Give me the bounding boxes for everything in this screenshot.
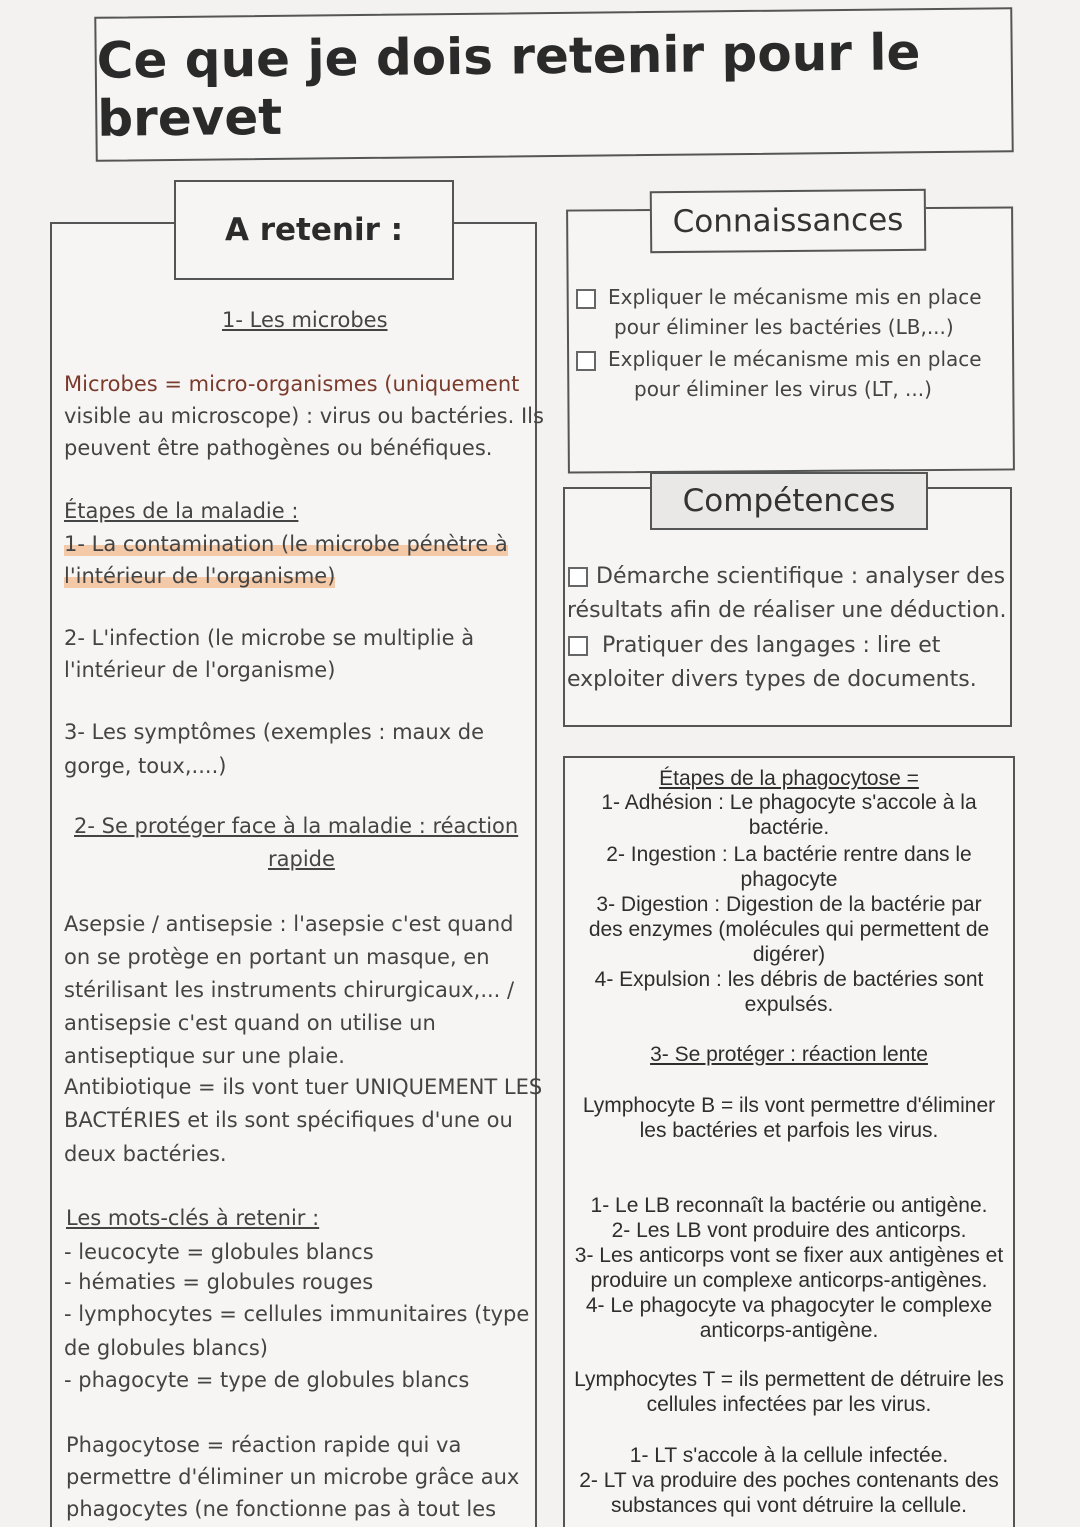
phago-step-3-cont: des enzymes (molécules qui permettent de xyxy=(588,918,990,941)
lymphocyte-b-def-1: Lymphocyte B = ils vont permettre d'éliminer xyxy=(582,1094,996,1117)
motscle-2: - hématies = globules rouges xyxy=(64,1270,374,1294)
connaissance-item-2-cont: pour éliminer les virus (LT, ...) xyxy=(634,377,932,401)
lb-step-3: 3- Les anticorps vont se fixer aux antigènes et xyxy=(574,1244,1004,1267)
phago-step-1-cont: bactérie. xyxy=(748,816,830,839)
connaissance-item-2[interactable]: Expliquer le mécanisme mis en place xyxy=(576,343,982,375)
etape-line-3: 2- L'infection (le microbe se multiplie à xyxy=(64,626,475,650)
lt-step-3: substances qui vont détruire la cellule. xyxy=(610,1494,968,1517)
lb-step-3-cont: produire un complexe anticorps-antigènes. xyxy=(590,1269,988,1292)
phago-step-4-cont: expulsés. xyxy=(744,993,834,1016)
competence-line-4: exploiter divers types de documents. xyxy=(567,667,977,692)
motscle-5: - phagocyte = type de globules blancs xyxy=(64,1368,470,1392)
lymphocyte-b-def-2: les bactéries et parfois les virus. xyxy=(639,1119,939,1142)
etape-line-6: gorge, toux,....) xyxy=(64,754,227,778)
motscle-4: de globules blancs) xyxy=(64,1336,268,1360)
etapes-maladie-title: Étapes de la maladie : xyxy=(64,499,299,523)
etape-line-1: 1- La contamination (le microbe pénètre à xyxy=(64,532,508,556)
lb-step-1: 1- Le LB reconnaît la bactérie ou antigène. xyxy=(590,1194,988,1217)
competences-label: Compétences xyxy=(650,472,928,530)
checkbox-icon[interactable] xyxy=(568,567,588,587)
asepsie-line-5: antiseptique sur une plaie. xyxy=(64,1044,345,1068)
asepsie-line-3: stérilisant les instruments chirurgicaux,... / xyxy=(64,978,515,1002)
phago-step-2-cont: phagocyte xyxy=(740,868,838,891)
checkbox-icon[interactable] xyxy=(576,351,596,371)
lb-step-4-cont: anticorps-antigène. xyxy=(699,1319,879,1342)
etape-line-2: l'intérieur de l'organisme) xyxy=(64,564,336,588)
asepsie-line-1: Asepsie / antisepsie : l'asepsie c'est quand xyxy=(64,912,514,936)
phagocytose-def-2: permettre d'éliminer un microbe grâce aux xyxy=(66,1465,520,1489)
section-reaction-rapide-title-2: rapide xyxy=(268,847,335,871)
phago-step-1: 1- Adhésion : Le phagocyte s'accole à la xyxy=(601,791,977,814)
competence-item-1[interactable]: Démarche scientifique : analyser des xyxy=(568,561,1005,593)
phagocytose-def-3: phagocytes (ne fonctionne pas à tout les xyxy=(66,1497,497,1521)
antibiotique-line-2: BACTÉRIES et ils sont spécifiques d'une ou xyxy=(64,1108,513,1132)
motscle-1: - leucocyte = globules blancs xyxy=(64,1240,374,1264)
page-title: Ce que je dois retenir pour le brevet xyxy=(96,22,921,148)
microbes-line-2: visible au microscope) : virus ou bactéries. Ils xyxy=(64,404,544,428)
phago-step-2: 2- Ingestion : La bactérie rentre dans le xyxy=(606,843,972,866)
phago-step-3-end: digérer) xyxy=(752,943,826,966)
phago-step-3: 3- Digestion : Digestion de la bactérie par xyxy=(596,893,982,916)
connaissances-label: Connaissances xyxy=(650,189,927,253)
phagocytose-def-1: Phagocytose = réaction rapide qui va xyxy=(66,1433,462,1457)
section-microbes-title: 1- Les microbes xyxy=(222,308,388,332)
connaissance-item-1[interactable]: Expliquer le mécanisme mis en place xyxy=(576,281,982,313)
section-reaction-rapide-title-1: 2- Se protéger face à la maladie : réaction xyxy=(74,814,519,838)
microbes-line-3: peuvent être pathogènes ou bénéfiques. xyxy=(64,436,493,460)
connaissance-item-1-cont: pour éliminer les bactéries (LB,...) xyxy=(614,315,954,339)
phago-step-4: 4- Expulsion : les débris de bactéries sont xyxy=(594,968,984,991)
section-reaction-lente-title: 3- Se protéger : réaction lente xyxy=(650,1043,928,1066)
competence-item-2[interactable]: Pratiquer des langages : lire et xyxy=(568,630,940,662)
asepsie-line-4: antisepsie c'est quand on utilise un xyxy=(64,1011,436,1035)
asepsie-line-2: on se protège en portant un masque, en xyxy=(64,945,490,969)
lt-step-1: 1- LT s'accole à la cellule infectée. xyxy=(629,1444,949,1467)
lymphocyte-t-def-2: cellules infectées par les virus. xyxy=(646,1393,932,1416)
lt-step-2: 2- LT va produire des poches contenants des xyxy=(579,1469,999,1492)
title-box xyxy=(94,7,1013,162)
competence-line-2: résultats afin de réaliser une déduction. xyxy=(567,598,1007,623)
phagocytose-steps-title: Étapes de la phagocytose = xyxy=(659,767,919,790)
lb-step-2: 2- Les LB vont produire des anticorps. xyxy=(611,1219,967,1242)
motscles-title: Les mots-clés à retenir : xyxy=(66,1206,320,1230)
lymphocyte-t-def-1: Lymphocytes T = ils permettent de détruire les xyxy=(574,1368,1004,1391)
retenir-label: A retenir : xyxy=(174,180,454,280)
antibiotique-line-3: deux bactéries. xyxy=(64,1142,227,1166)
checkbox-icon[interactable] xyxy=(576,289,596,309)
etape-line-5: 3- Les symptômes (exemples : maux de xyxy=(64,720,485,744)
microbes-line-1: Microbes = micro-organismes (uniquement xyxy=(64,372,520,396)
checkbox-icon[interactable] xyxy=(568,636,588,656)
etape-line-4: l'intérieur de l'organisme) xyxy=(64,658,336,682)
motscle-3: - lymphocytes = cellules immunitaires (type xyxy=(64,1302,530,1326)
antibiotique-line-1: Antibiotique = ils vont tuer UNIQUEMENT LES xyxy=(64,1075,543,1099)
lb-step-4: 4- Le phagocyte va phagocyter le complexe xyxy=(585,1294,993,1317)
